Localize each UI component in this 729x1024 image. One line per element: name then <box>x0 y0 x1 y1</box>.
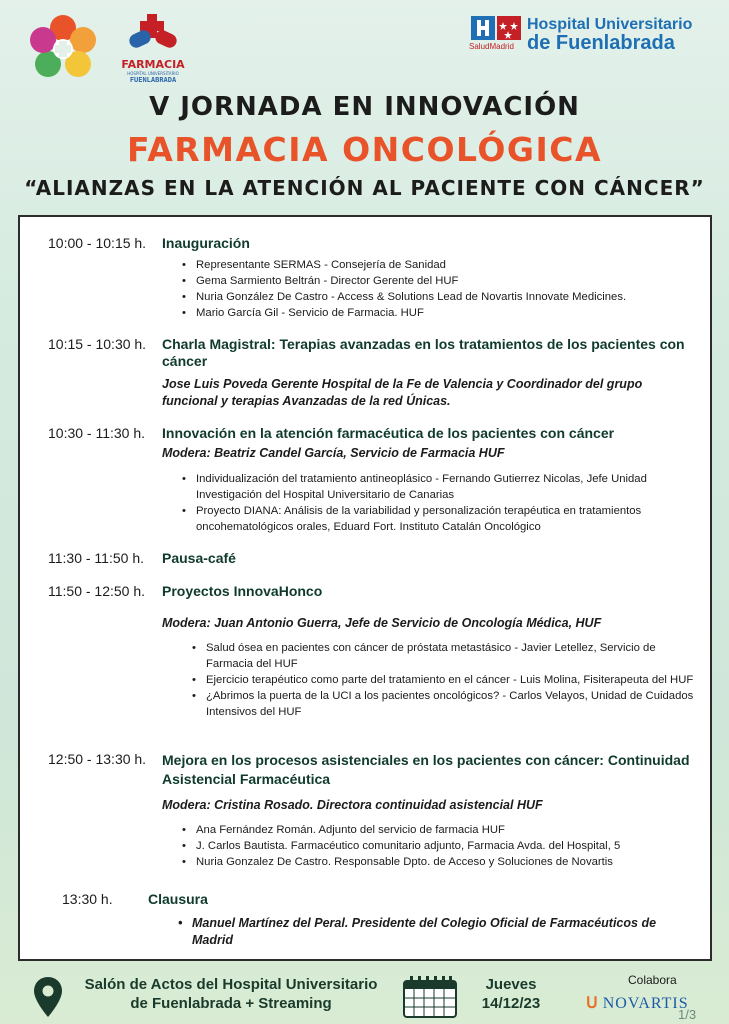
list-item: • Salud ósea en pacientes con cáncer de próstata metastásico - Javier Letellez, Servicio de Farmacia del HUF <box>192 640 702 672</box>
location-pin-icon <box>34 977 62 1017</box>
program-item-time: 13:30 h. <box>62 891 113 907</box>
event-date-value: 14/12/23 <box>481 995 541 1012</box>
event-tagline: “ALIANZAS EN LA ATENCIÓN AL PACIENTE CON CÁNCER” <box>24 176 705 200</box>
header <box>0 0 729 212</box>
calendar-icon <box>402 975 458 1019</box>
hospital-name-line2: de Fuenlabrada <box>527 32 675 54</box>
event-day: Jueves <box>485 976 537 993</box>
hospital-name-line1: Hospital Universitario <box>527 16 693 33</box>
program-item-title: Proyectos InnovaHonco <box>162 583 323 599</box>
colabora-label: Colabora <box>628 973 677 987</box>
program-item-speaker: Jose Luis Poveda Gerente Hospital de la Fe de Valencia y Coordinador del grupo funcional y terapias Avanzadas de la red Únicas. <box>162 377 643 408</box>
jornada-flower-logo-icon <box>28 14 98 84</box>
program-item-title: Mejora en los procesos asistenciales en los pacientes con cáncer: Continuidad Asistencial Farmacéutica <box>162 752 690 787</box>
list-item: • Proyecto DIANA: Análisis de la variabilidad y personalización terapéutica en tratamientos oncohematológicos orales, Eduard Fort. Instituto Catalán Oncológico <box>182 503 702 535</box>
novartis-logo <box>586 993 689 1013</box>
madrid-flag-icon <box>497 16 521 40</box>
list-item: • Ejercicio terapéutico como parte del tratamiento en el cáncer - Luis Molina, Fisiterapeuta del HUF <box>192 672 702 688</box>
list-item: • Ana Fernández Román. Adjunto del servicio de farmacia HUF <box>182 822 702 838</box>
program-item-moderator: Modera: Cristina Rosado. Directora continuidad asistencial HUF <box>162 798 543 812</box>
novartis-wordmark: NOVARTIS <box>602 995 689 1012</box>
footer <box>0 963 729 1024</box>
program-box <box>18 215 712 961</box>
program-item-title: Pausa-café <box>162 550 236 566</box>
event-date <box>466 975 556 1013</box>
program-item-time: 10:15 - 10:30 h. <box>48 336 147 352</box>
list-item: • ¿Abrimos la puerta de la UCI a los pacientes oncológicos? - Carlos Velayos, Unidad de Cuidados Intensivos del HUF <box>192 688 702 720</box>
program-item-bullets <box>182 822 702 870</box>
list-item: • Manuel Martínez del Peral. Presidente del Colegio Oficial de Farmacéuticos de Madrid <box>178 915 698 949</box>
venue-line1: Salón de Actos del Hospital Universitario <box>84 976 378 993</box>
list-item: • Individualización del tratamiento antineoplásico - Fernando Gutierrez Nicolas, Jefe Unidad Investigación del Hospital Universitario de Canarias <box>182 471 702 503</box>
program-item-time: 12:50 - 13:30 h. <box>48 751 147 767</box>
venue-line2: de Fuenlabrada + Streaming <box>130 995 332 1012</box>
list-item: • Mario García Gil - Servicio de Farmacia. HUF <box>182 305 702 321</box>
list-item: • Representante SERMAS - Consejería de Sanidad <box>182 257 702 273</box>
program-item-title: Inauguración <box>162 235 250 251</box>
program-item-title: Charla Magistral: Terapias avanzadas en los tratamientos de los pacientes con cáncer <box>162 336 685 369</box>
list-item: • Gema Sarmiento Beltrán - Director Gerente del HUF <box>182 273 702 289</box>
venue <box>66 975 396 1013</box>
pharmacy-cross-pills-icon <box>123 14 183 54</box>
program-item-time: 11:50 - 12:50 h. <box>48 583 146 599</box>
novartis-flame-icon: ᑌ <box>586 995 599 1012</box>
program-item-time: 11:30 - 11:50 h. <box>48 550 144 566</box>
list-item: • J. Carlos Bautista. Farmacéutico comunitario adjunto, Farmacia Avda. del Hospital, 5 <box>182 838 702 854</box>
program-item-bullets <box>192 640 702 720</box>
farmacia-logo <box>118 14 188 88</box>
program-item-title: Innovación en la atención farmacéutica de los pacientes con cáncer <box>162 425 615 441</box>
farmacia-logo-line3: FUENLABRADA <box>129 76 177 84</box>
hospital-logo <box>469 14 709 64</box>
event-title: V JORNADA EN INNOVACIÓN <box>149 92 580 122</box>
farmacia-logo-line2: HOSPITAL UNIVERSITARIO <box>127 71 179 76</box>
hospital-h-icon <box>471 16 495 40</box>
list-item: • Nuria González De Castro - Access & Solutions Lead de Novartis Innovate Medicines. <box>182 289 702 305</box>
program-item-moderator: Modera: Beatriz Candel García, Servicio de Farmacia HUF <box>162 446 505 460</box>
list-item: • Nuria Gonzalez De Castro. Responsable Dpto. de Acceso y Soluciones de Novartis <box>182 854 702 870</box>
salud-madrid-label: SaludMadrid <box>469 42 514 51</box>
program-item-moderator: Modera: Juan Antonio Guerra, Jefe de Servicio de Oncología Médica, HUF <box>162 616 602 630</box>
program-item-time: 10:00 - 10:15 h. <box>48 235 147 251</box>
program-item-bullets <box>182 257 702 321</box>
program-item-bullets <box>178 915 698 949</box>
program-item-title: Clausura <box>148 891 208 907</box>
event-subtitle: FARMACIA ONCOLÓGICA <box>126 130 603 169</box>
page-number: 1/3 <box>678 1007 697 1022</box>
program-item-bullets <box>182 471 702 535</box>
program-item-time: 10:30 - 11:30 h. <box>48 425 146 441</box>
farmacia-logo-line1: FARMACIA <box>121 58 185 71</box>
